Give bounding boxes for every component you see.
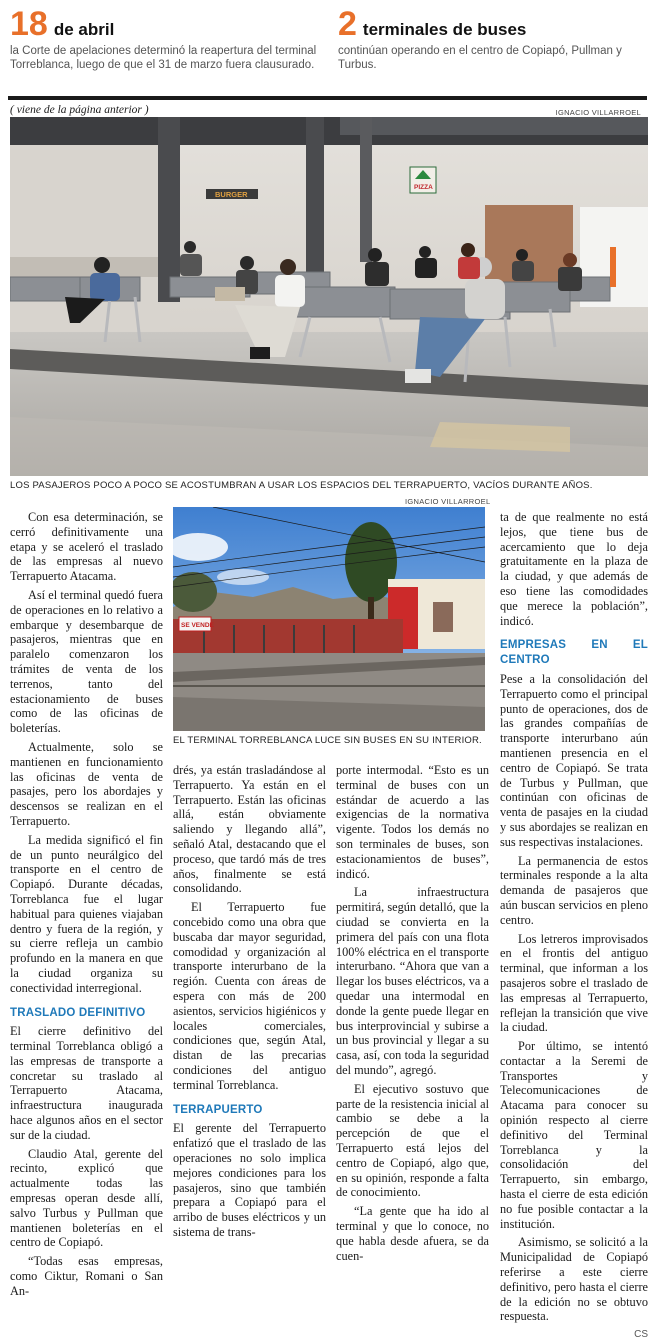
fact-box-date (10, 6, 320, 72)
photo-caption: EL TERMINAL TORREBLANCA LUCE SIN BUSES EN SU INTERIOR. (173, 735, 482, 746)
section-heading: TERRAPUERTO (173, 1103, 263, 1116)
paragraph: El ejecutivo sostuvo que parte de la resistencia inicial al cambio se debe a la percepción de que el Terrapuerto está lejos del centro de Copiapó, algo que, en su opinión, responde a falta de conocimiento. (336, 1081, 489, 1200)
paragraph: Con esa determinación, se cerró definitivamente una etapa y se aceleró el traslado de las empresas al nuevo Terrapuerto Atacama. (10, 510, 163, 584)
paragraph: El gerente del Terrapuerto enfatizó que el traslado de las operaciones no solo implica mejores condiciones para los pasajeros, sino que también prepara a Copiapó para el arribo de buses eléctricos y un sistema de trans- (173, 1121, 326, 1239)
paragraph: El Terrapuerto fue concebido como una obra que buscaba dar mayor seguridad, comodidad y organización al transporte interurbano de la región. Cuenta con áreas de espera con más de 200 asientos, servicios higiénicos y locales comerciales, condiciones que, según Atal, distan de las precarias condiciones del antiguo terminal Torreblanca. (173, 900, 326, 1092)
fact-title: de abril (53, 20, 115, 39)
fact-text: la Corte de apelaciones determinó la reapertura del terminal Torreblanca, luego de que el 31 de marzo fuera clausurado. (10, 45, 317, 71)
paragraph: porte intermodal. “Esto es un terminal de buses con un estándar de acuerdo a las exigencias de la normativa vigente. Todos los demás no son terminales de buses, son estacionamientos de buses”, indicó. (336, 763, 489, 881)
burger-sign: BURGER (215, 190, 248, 199)
paragraph: Actualmente, solo se mantienen en funcionamiento las oficinas de venta de pasajes, pero los abordajes y descensos se realizan en el Terrapuerto. (10, 739, 163, 828)
article-column-2 (173, 763, 326, 1244)
fact-title: terminales de buses (362, 20, 527, 39)
for-sale-sign: SE VENDE (181, 622, 214, 629)
fact-text: continúan operando en el centro de Copiapó, Pullman y Turbus. (338, 45, 622, 71)
paragraph: Los letreros improvisados en el frontis del antiguo terminal, que informan a los pasajeros sobre el traslado de las empresas al Terrapuerto, reflejan la transición que vive la ciudad. (500, 931, 648, 1035)
section-heading: EMPRESAS EN EL CENTRO (500, 639, 648, 667)
paragraph: Claudio Atal, gerente del recinto, explicó que actualmente todas las empresas operan desde allí, salvo Turbus y Pullman que mantienen boleterías en el centro de Copiapó. (10, 1146, 163, 1250)
paragraph: La medida significó el fin de un punto neurálgico del transporte en el centro de Copiapó. Durante décadas, Torreblanca fue el lugar habitual para quienes viajaban dentro y fuera de la región, y su cierre refleja un cambio profundo en la manera en que la ciudad organiza su conectividad interregional. (10, 832, 163, 995)
fact-box-terminals (338, 6, 638, 72)
paragraph: drés, ya están trasladándose al Terrapuerto. Ya están en el Terrapuerto. Están las oficinas allá, están obviamente saliendo y llegando allá”, señaló Atal, destacando que el proceso, que tardó más de tres años, finalmente se está consolidando. (173, 763, 326, 896)
paragraph: Asimismo, se solicitó a la Municipalidad de Copiapó referirse a este cierre definitivo, pero hasta el cierre de la edición no se obtuvo respuesta. (500, 1235, 648, 1324)
article-column-4 (500, 510, 648, 1343)
paragraph: Por último, se intentó contactar a la Seremi de Transportes y Telecomunicaciones de Atacama para conocer su opinión respecto al cierre definitivo del Terminal Torreblanca y la consolidación del Terrapuerto, sin embargo, hasta el cierre de esta edición no fue posible contactar a la institución. (500, 1039, 648, 1231)
photo-credit: IGNACIO VILLARROEL (555, 108, 641, 117)
paragraph: La infraestructura permitirá, según detalló, que la ciudad se convierta en la primera del país con una flota 100% eléctrica en el transporte interurbano. “Ahora que van a llegar los buses eléctricos, va a quedar una intermodal en donde la gente puede llegar en bus interprovincial y subirse a un bus provincial y llegar a su casa, así, con toda la seguridad del mundo”, agregó. (336, 885, 489, 1077)
photo-credit: IGNACIO VILLARROEL (405, 497, 491, 506)
end-mark: CS (634, 1329, 648, 1341)
paragraph: Pese a la consolidación del Terrapuerto como el principal punto de operaciones, dos de las grandes compañías de transporte interurbano aún mantienen presencia en el centro de Copiapó. Se trata de Turbus y Pullman, que continúan con oficinas de venta de pasajes en la ciudad y sus abordajes se realizan en sus respectivas instalaciones. (500, 671, 648, 849)
top-divider (8, 96, 647, 100)
paragraph: Así el terminal quedó fuera de operaciones en lo relativo a embarque y desembarque de pasajeros, mientras que en paralelo comenzaron los trámites de venta de los terrenos, tanto del estacionamiento de buses como de las oficinas de boleterías. (10, 587, 163, 736)
article-column-3 (336, 763, 489, 1267)
fact-number: 18 (10, 5, 48, 43)
paragraph: La permanencia de estos terminales responde a la alta demanda de pasajeros que aún buscan servicios en pleno centro. (500, 853, 648, 927)
paragraph: “La gente que ha ido al terminal y que lo conoce, no que habla desde afuera, se da cuen- (336, 1204, 489, 1263)
continued-note: ( viene de la página anterior ) (10, 104, 149, 116)
torreblanca-exterior-photo (173, 507, 485, 731)
article-column-1 (10, 510, 163, 1303)
paragraph: El cierre definitivo del terminal Torreblanca obligó a las empresas de transporte a concretar su traslado al Terrapuerto Atacama, infraestructura inaugurada hace algunos años en el sector sur de la ciudad. (10, 1024, 163, 1142)
terrapuerto-interior-photo (10, 117, 648, 476)
paragraph: ta de que realmente no está lejos, que tiene bus de acercamiento que lo deja gratuitamente en la plaza de la ciudad, y que además de eso tiene las comodidades que merece la población”, indicó. (500, 510, 648, 628)
section-heading: TRASLADO DEFINITIVO (10, 1006, 146, 1019)
paragraph: “Todas esas empresas, como Ciktur, Romani o San An- (10, 1254, 163, 1298)
pizza-sign: PIZZA (414, 184, 433, 191)
photo-caption: LOS PASAJEROS POCO A POCO SE ACOSTUMBRAN A USAR LOS ESPACIOS DEL TERRAPUERTO, VACÍOS DURANTE AÑOS. (10, 480, 593, 491)
fact-number: 2 (338, 5, 357, 43)
